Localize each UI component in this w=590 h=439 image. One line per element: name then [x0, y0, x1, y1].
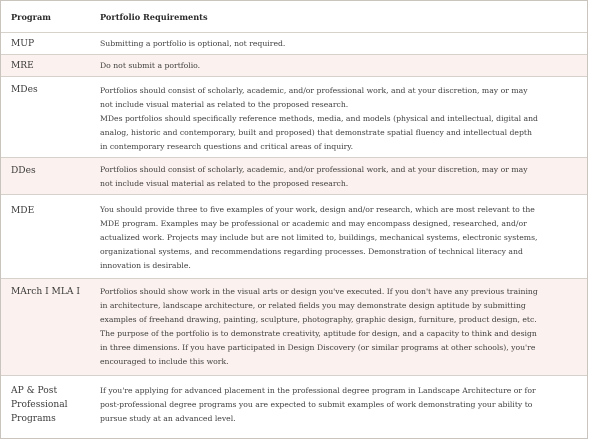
requirements-line: in architecture, landscape architecture, or related fields you may demonstrate design aptitude by submitting — [100, 301, 526, 310]
requirements-cell — [89, 158, 587, 194]
requirements-line: pursue study at an advanced level. — [100, 414, 236, 423]
requirements-line: in three dimensions. If you have participated in Design Discovery (or similar programs at other schools), you're — [100, 343, 536, 352]
requirements-cell — [89, 279, 587, 375]
table-row-mdes — [1, 77, 587, 158]
requirements-line: not include visual material as related to the proposed research. — [100, 100, 349, 109]
table-row-mre — [1, 55, 587, 77]
table-row-ddes — [1, 158, 587, 195]
requirements-line: Portfolios should consist of scholarly, academic, and/or professional work, and at your discretion, may or may — [100, 165, 528, 174]
table-row-march-mla — [1, 279, 587, 376]
program-cell: MDE — [11, 206, 35, 216]
program-line: AP & Post — [11, 386, 58, 396]
requirements-line: Submitting a portfolio is optional, not required. — [100, 39, 286, 48]
requirements-cell — [89, 195, 587, 278]
requirements-cell — [89, 33, 587, 54]
table-row-mde — [1, 195, 587, 279]
requirements-cell — [89, 77, 587, 157]
program-cell: MArch I MLA I — [11, 287, 80, 297]
program-cell: MDes — [11, 85, 38, 95]
table-row-mup — [1, 33, 587, 55]
requirements-line: If you're applying for advanced placement in the professional degree program in Landscape Architecture or for — [100, 386, 536, 395]
requirements-line: MDes portfolios should specifically reference methods, media, and models (physical and intellectual, digital and — [100, 114, 538, 123]
program-cell: MUP — [11, 39, 35, 49]
requirements-line: analog, historic and contemporary, built and proposed) that demonstrate spatial fluency and intellectual depth — [100, 128, 532, 137]
requirements-line: examples of freehand drawing, painting, sculpture, photography, graphic design, furniture, product design, etc. — [100, 315, 537, 324]
requirements-line: The purpose of the portfolio is to demonstrate creativity, aptitude for design, and a capacity to think and design — [100, 329, 537, 338]
program-cell: MRE — [11, 61, 34, 71]
requirements-line: MDE program. Examples may be professional or academic and may encompass designed, researched, and/or — [100, 219, 527, 228]
requirements-line: organizational systems, and recommendations regarding processes. Demonstration of technical literacy and — [100, 247, 523, 256]
requirements-line: Portfolios should consist of scholarly, academic, and/or professional work, and at your discretion, may or may — [100, 86, 528, 95]
requirements-line: innovation is desirable. — [100, 261, 191, 270]
requirements-line: Portfolios should show work in the visual arts or design you've executed. If you don't have any previous training — [100, 287, 538, 296]
requirements-cell — [89, 376, 587, 438]
program-line: Professional — [11, 400, 68, 410]
requirements-line: not include visual material as related to the proposed research. — [100, 179, 349, 188]
table-header-row — [1, 1, 587, 33]
requirements-line: in contemporary research questions and critical areas of inquiry. — [100, 142, 354, 151]
table-row-ap-post-professional — [1, 376, 587, 438]
requirements-cell — [89, 55, 587, 76]
header-requirements: Portfolio Requirements — [100, 12, 208, 22]
requirements-line: post-professional degree programs you are expected to submit examples of work demonstrating your ability to — [100, 400, 533, 409]
requirements-line: You should provide three to five examples of your work, design and/or research, which are most relevant to the — [100, 205, 535, 214]
requirements-line: encouraged to include this work. — [100, 357, 229, 366]
program-cell — [1, 376, 89, 438]
program-line: Programs — [11, 414, 56, 424]
header-program: Program — [11, 12, 51, 22]
program-cell: DDes — [11, 166, 36, 176]
requirements-line: Do not submit a portfolio. — [100, 61, 201, 70]
requirements-line: actualized work. Projects may include but are not limited to, buildings, mechanical systems, electronic systems, — [100, 233, 538, 242]
